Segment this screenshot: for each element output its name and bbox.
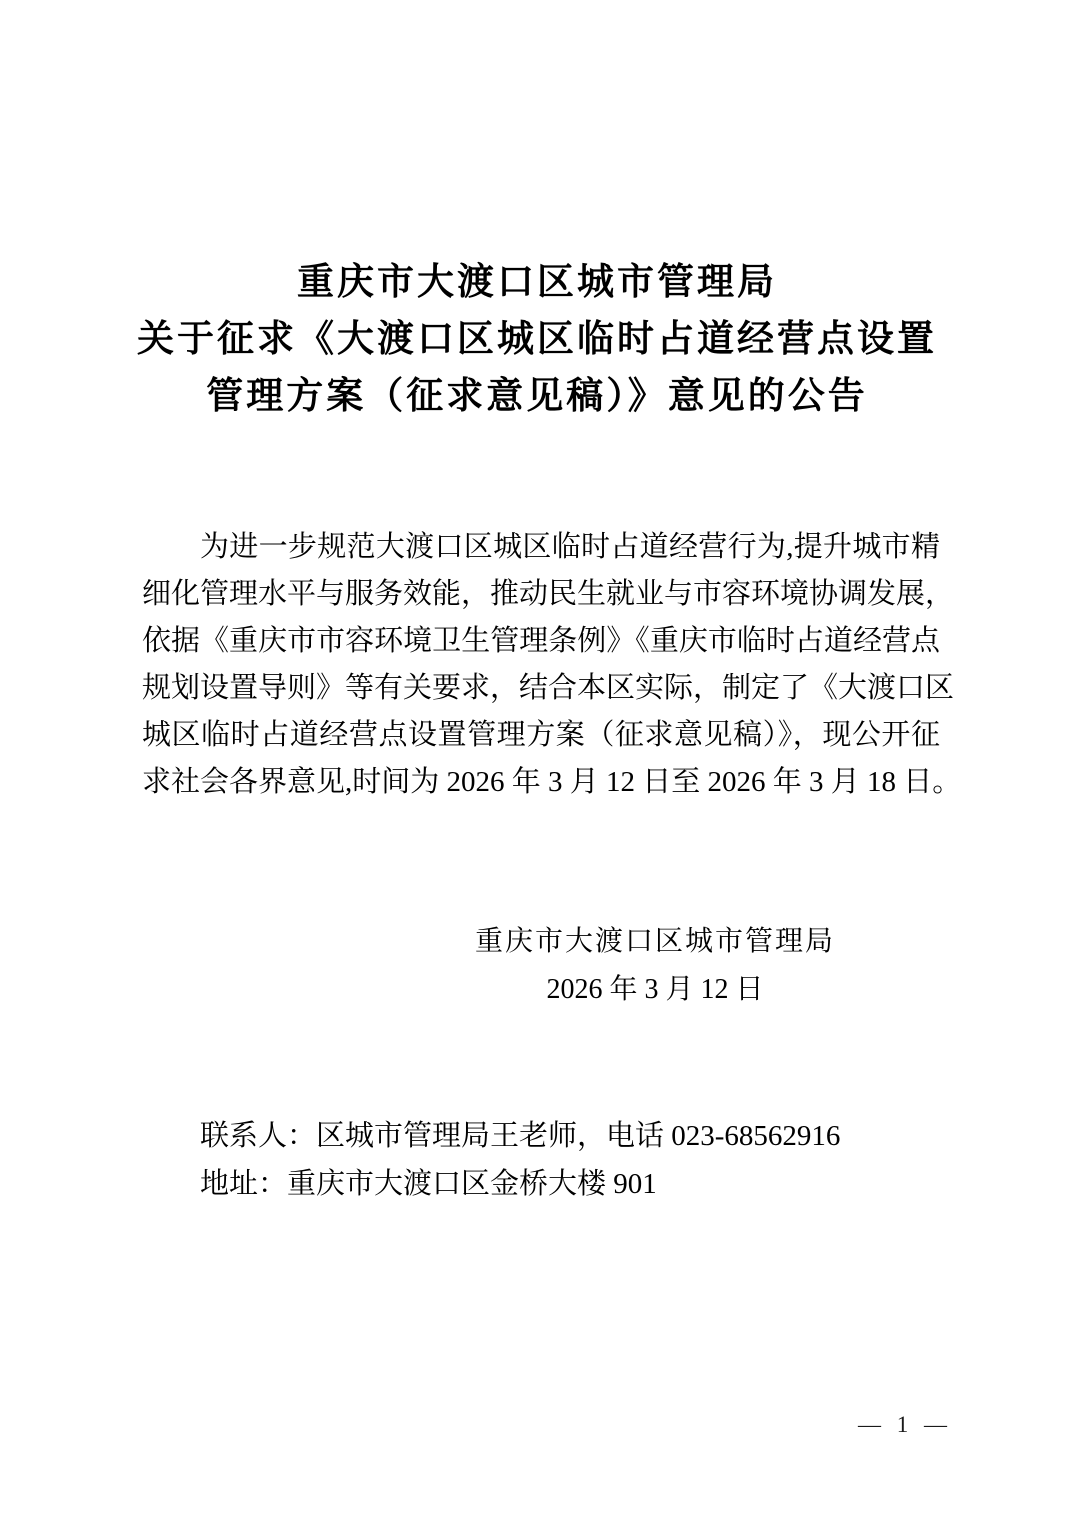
- contact-person-line: 联系人：区城市管理局王老师，电话 023-68562916: [200, 1120, 841, 1152]
- doc-title: [0, 254, 1074, 425]
- page-number: — 1 —: [858, 1412, 952, 1437]
- doc-title-line-1: 重庆市大渡口区城市管理局: [297, 262, 777, 303]
- notice-body-paragraph: [142, 524, 962, 806]
- body-line: 依据《重庆市市容环境卫生管理条例》《重庆市临时占道经营点: [142, 625, 940, 657]
- signature-org: 重庆市大渡口区城市管理局: [474, 926, 835, 957]
- body-line: 细化管理水平与服务效能，推动民生就业与市容环境协调发展，: [142, 578, 955, 610]
- doc-title-line-3: 管理方案（征求意见稿）》意见的公告: [206, 376, 868, 417]
- body-line: 求社会各界意见,时间为 2026 年 3 月 12 日至 2026 年 3 月 18 日。: [142, 766, 962, 798]
- body-line: 规划设置导则》等有关要求，结合本区实际，制定了《大渡口区: [142, 672, 955, 704]
- body-line: 城区临时占道经营点设置管理方案（征求意见稿）》，现公开征: [142, 719, 940, 751]
- doc-title-line-2: 关于征求《大渡口区城区临时占道经营点设置: [137, 319, 937, 360]
- signature-block: [460, 918, 850, 1014]
- signature-date: 2026 年 3 月 12 日: [546, 974, 764, 1005]
- contact-address-line: 地址：重庆市大渡口区金桥大楼 901: [200, 1168, 657, 1200]
- body-line: 为进一步规范大渡口区城区临时占道经营行为,提升城市精: [200, 531, 940, 563]
- contact-block: [200, 1112, 840, 1208]
